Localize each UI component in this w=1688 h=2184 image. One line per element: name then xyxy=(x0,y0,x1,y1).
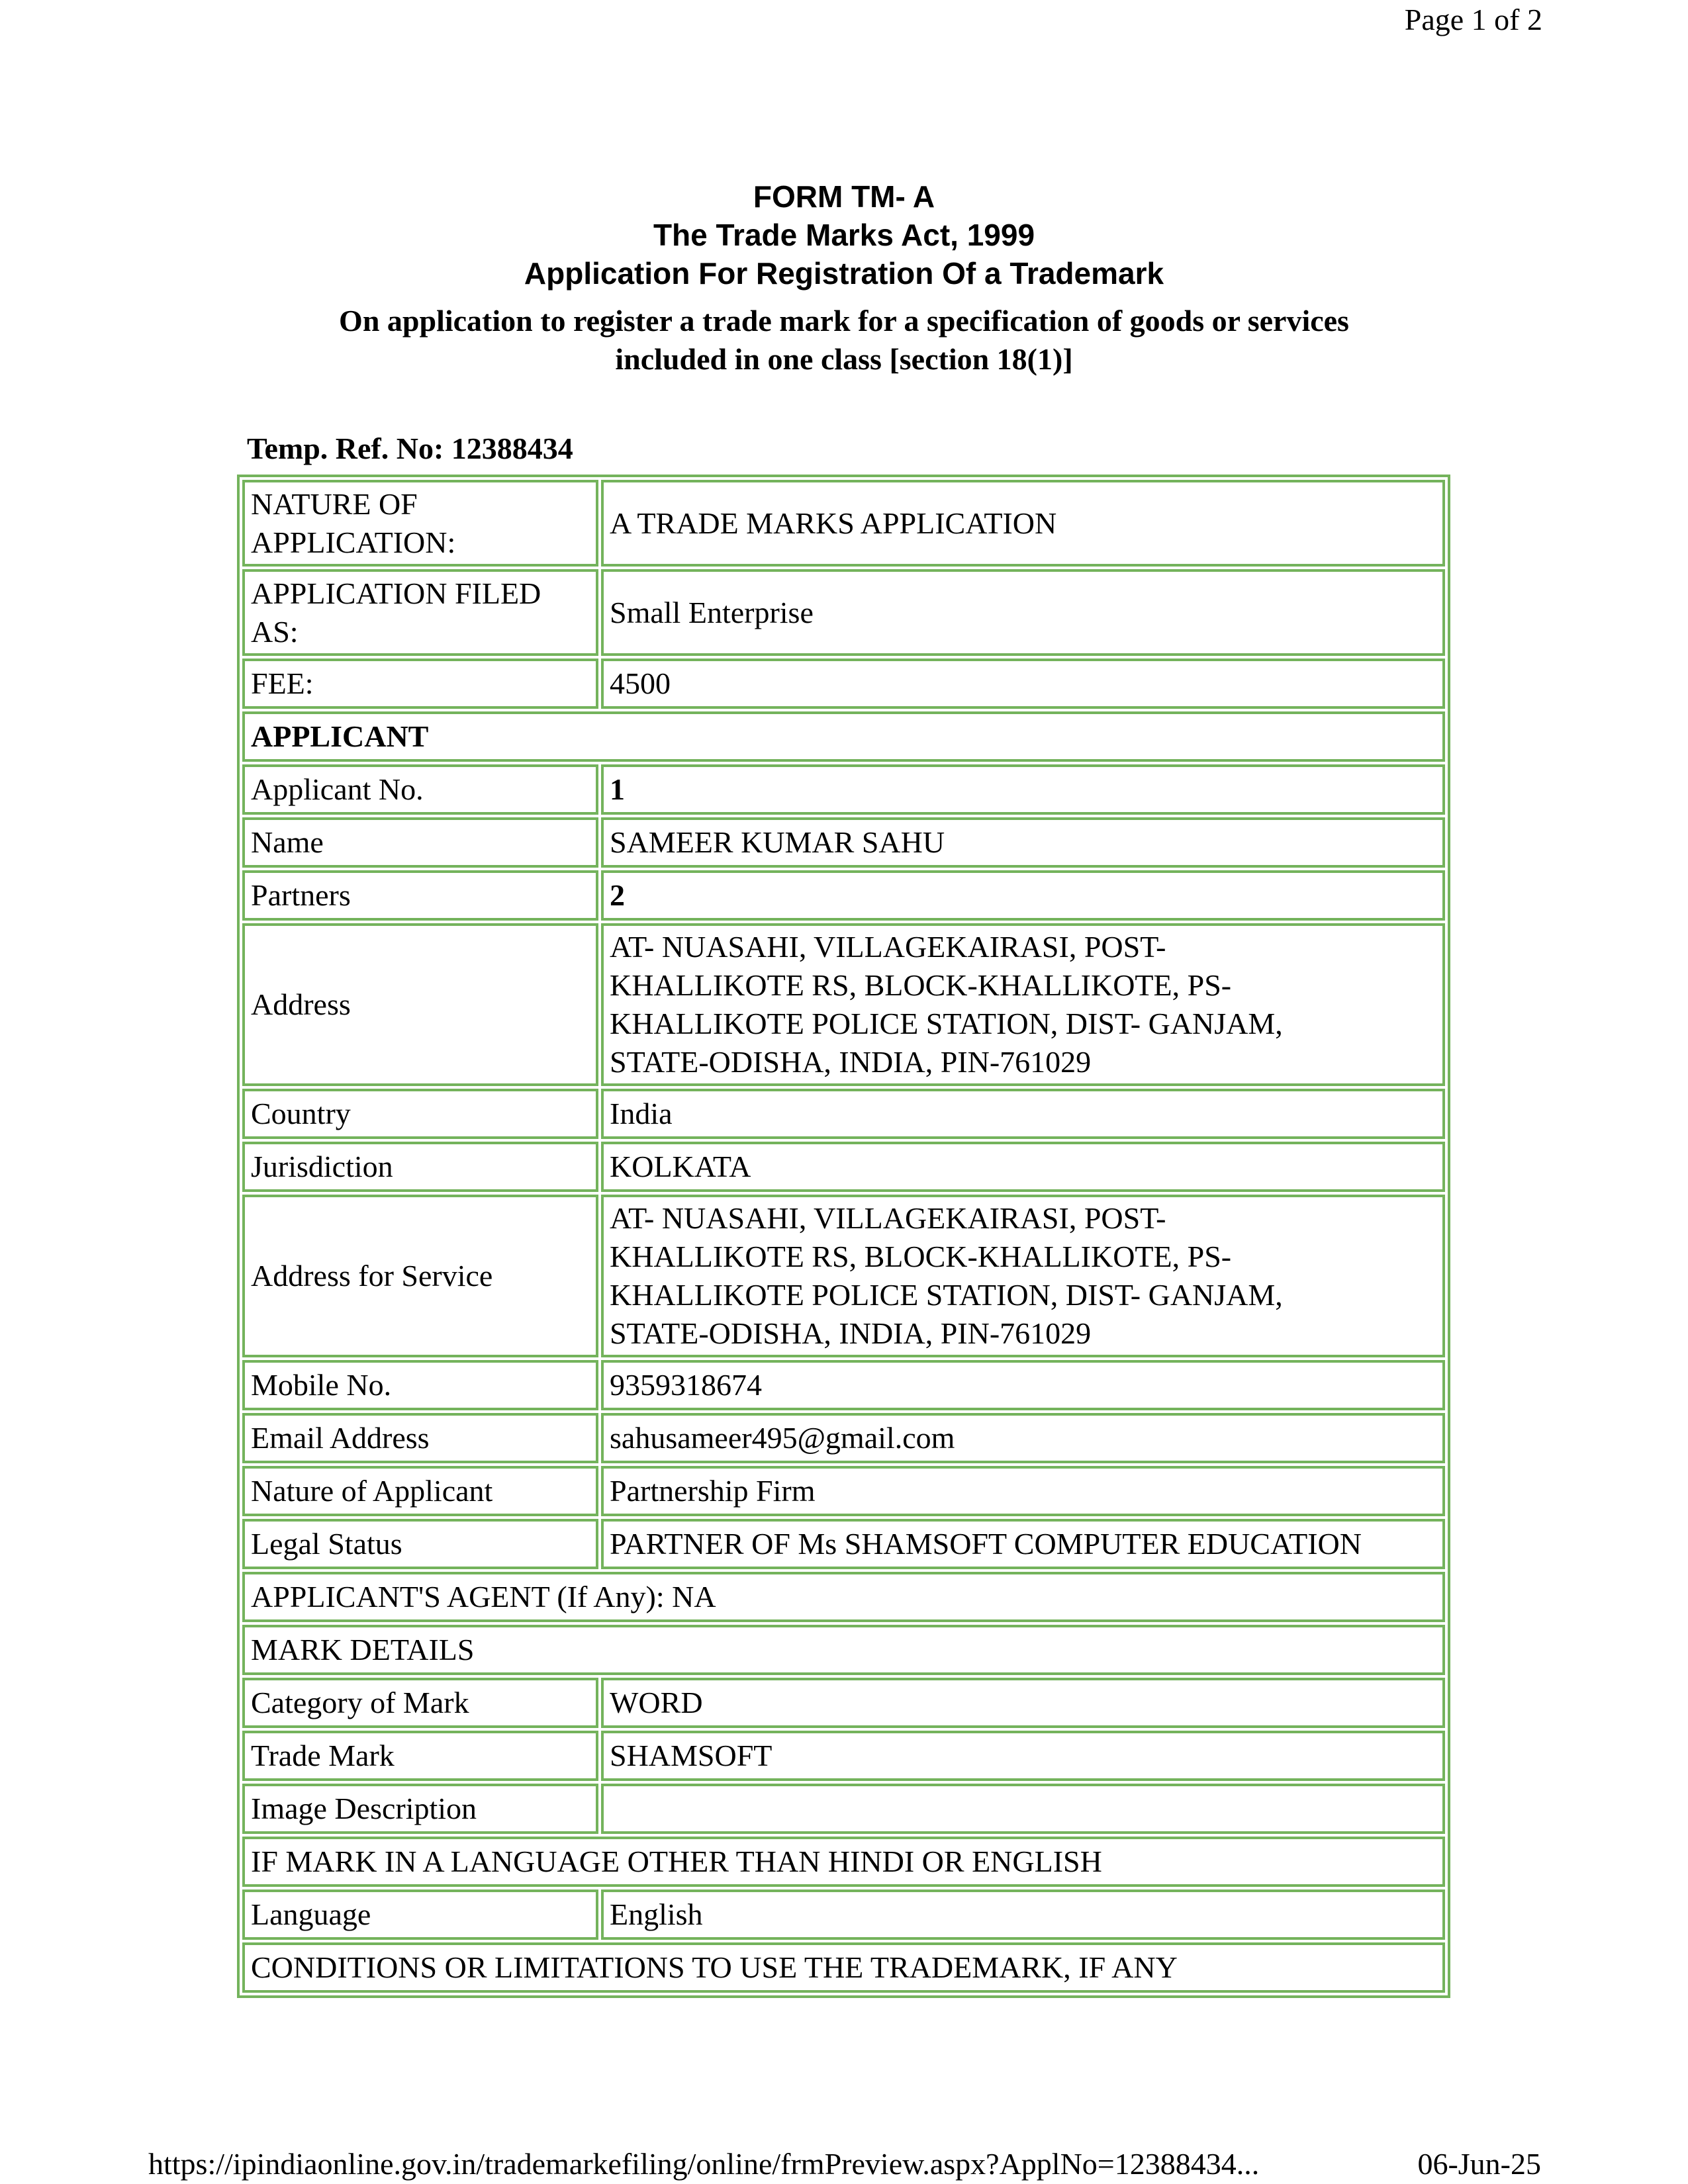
country-label: Country xyxy=(242,1089,598,1139)
table-row xyxy=(242,1942,1445,1993)
act-title: The Trade Marks Act, 1999 xyxy=(653,218,1035,252)
nature-of-applicant-value: Partnership Firm xyxy=(601,1466,1445,1516)
language-note: IF MARK IN A LANGUAGE OTHER THAN HINDI OR ENGLISH xyxy=(242,1837,1445,1887)
name-label: Name xyxy=(242,817,598,868)
table-row xyxy=(242,1837,1445,1887)
agent-line: APPLICANT'S AGENT (If Any): NA xyxy=(242,1572,1445,1622)
table-row xyxy=(242,1678,1445,1728)
page-number: Page 1 of 2 xyxy=(1404,3,1542,36)
jurisdiction-label: Jurisdiction xyxy=(242,1142,598,1192)
category-label: Category of Mark xyxy=(242,1678,598,1728)
subheading-line-1: On application to register a trade mark for a specification of goods or services xyxy=(339,304,1349,338)
partners-label: Partners xyxy=(242,870,598,921)
table-row xyxy=(242,764,1445,815)
table-row xyxy=(242,1889,1445,1940)
table-row xyxy=(242,1089,1445,1139)
fee-label: FEE: xyxy=(242,659,598,709)
table-row xyxy=(242,1519,1445,1569)
filed-as-value: Small Enterprise xyxy=(601,569,1445,656)
table-row xyxy=(242,923,1445,1086)
table-row xyxy=(242,1625,1445,1675)
jurisdiction-value: KOLKATA xyxy=(601,1142,1445,1192)
nature-of-application-label: NATURE OF APPLICATION: xyxy=(242,480,598,567)
filed-as-label: APPLICATION FILED AS: xyxy=(242,569,598,656)
language-label: Language xyxy=(242,1889,598,1940)
country-value: India xyxy=(601,1089,1445,1139)
email-label: Email Address xyxy=(242,1413,598,1463)
form-heading xyxy=(0,177,1688,293)
conditions-line: CONDITIONS OR LIMITATIONS TO USE THE TRADEMARK, IF ANY xyxy=(242,1942,1445,1993)
image-description-label: Image Description xyxy=(242,1784,598,1834)
address-label: Address xyxy=(242,923,598,1086)
table-row xyxy=(242,1142,1445,1192)
form-subheading xyxy=(0,302,1688,379)
table-row xyxy=(242,1784,1445,1834)
table-row xyxy=(242,711,1445,762)
table-row xyxy=(242,817,1445,868)
trademark-label: Trade Mark xyxy=(242,1731,598,1781)
table-row xyxy=(242,1413,1445,1463)
footer-date: 06-Jun-25 xyxy=(1417,2147,1541,2181)
table-row xyxy=(242,870,1445,921)
nature-of-applicant-label: Nature of Applicant xyxy=(242,1466,598,1516)
table-row xyxy=(242,1360,1445,1410)
legal-status-label: Legal Status xyxy=(242,1519,598,1569)
service-address-label: Address for Service xyxy=(242,1195,598,1357)
table-row xyxy=(242,1466,1445,1516)
mobile-value: 9359318674 xyxy=(601,1360,1445,1410)
name-value: SAMEER KUMAR SAHU xyxy=(601,817,1445,868)
image-description-value xyxy=(601,1784,1445,1834)
application-table xyxy=(237,475,1450,1998)
table-row xyxy=(242,569,1445,656)
applicant-no-label: Applicant No. xyxy=(242,764,598,815)
table-row xyxy=(242,1572,1445,1622)
temp-ref-number: Temp. Ref. No: 12388434 xyxy=(247,432,573,465)
footer-url: https://ipindiaonline.gov.in/trademarkefiling/online/frmPreview.aspx?ApplNo=12388434... xyxy=(148,2147,1260,2181)
mark-details-title: MARK DETAILS xyxy=(242,1625,1445,1675)
partners-value: 2 xyxy=(601,870,1445,921)
subheading-line-2: included in one class [section 18(1)] xyxy=(615,342,1073,376)
table-row xyxy=(242,480,1445,567)
table-row xyxy=(242,1731,1445,1781)
applicant-no-value: 1 xyxy=(601,764,1445,815)
language-value: English xyxy=(601,1889,1445,1940)
fee-value: 4500 xyxy=(601,659,1445,709)
email-value: sahusameer495@gmail.com xyxy=(601,1413,1445,1463)
legal-status-value: PARTNER OF Ms SHAMSOFT COMPUTER EDUCATION xyxy=(601,1519,1445,1569)
mobile-label: Mobile No. xyxy=(242,1360,598,1410)
table-row xyxy=(242,659,1445,709)
form-title: FORM TM- A xyxy=(753,179,935,214)
category-value: WORD xyxy=(601,1678,1445,1728)
application-title: Application For Registration Of a Trademark xyxy=(524,256,1164,291)
address-value: AT- NUASAHI, VILLAGEKAIRASI, POST- KHALLIKOTE RS, BLOCK-KHALLIKOTE, PS- KHALLIKOTE POLICE STATION, DIST- GANJAM, STATE-ODISHA, INDIA, PIN-761029 xyxy=(601,923,1445,1086)
trademark-value: SHAMSOFT xyxy=(601,1731,1445,1781)
table-row xyxy=(242,1195,1445,1357)
nature-of-application-value: A TRADE MARKS APPLICATION xyxy=(601,480,1445,567)
service-address-value: AT- NUASAHI, VILLAGEKAIRASI, POST- KHALLIKOTE RS, BLOCK-KHALLIKOTE, PS- KHALLIKOTE POLICE STATION, DIST- GANJAM, STATE-ODISHA, INDIA, PIN-761029 xyxy=(601,1195,1445,1357)
applicant-section-title: APPLICANT xyxy=(242,711,1445,762)
